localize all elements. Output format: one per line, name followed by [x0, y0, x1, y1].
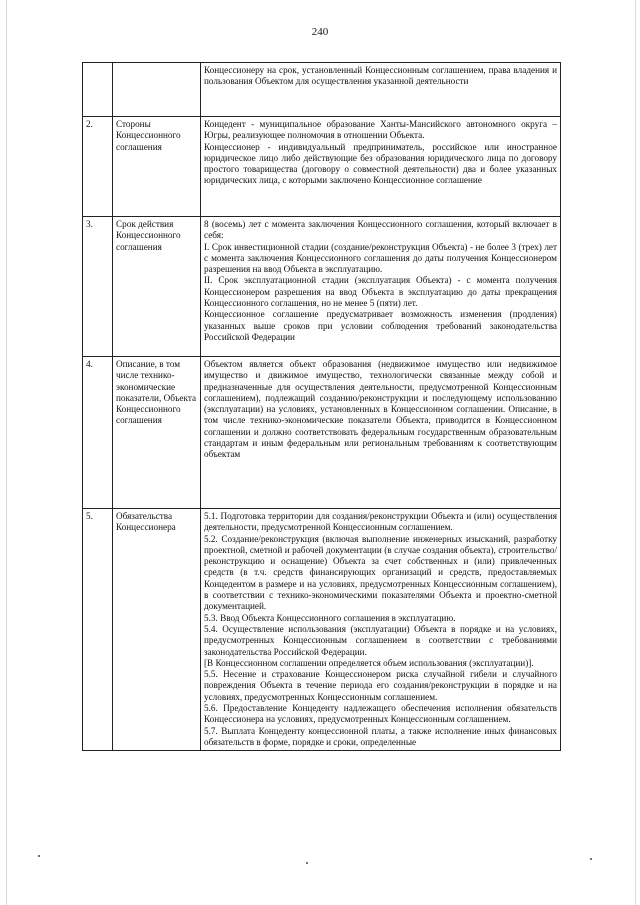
content-paragraph: Концессионер - индивидуальный предприниматель, российское или иностранное юридическое лицо либо действующие без образования юридического лица по договору простого товарищества (договору о совместной деятельности) два и более указанных юридических лица, с которыми заключено Концессионное соглашение: [204, 141, 557, 186]
scan-edge-right: [635, 0, 636, 905]
content-paragraph: [В Концессионном соглашении определяется объем использования (эксплуатации)].: [204, 657, 534, 668]
row-content: [201, 357, 561, 509]
content-paragraph: Концедент - муниципальное образование Ханты-Мансийского автономного округа – Югры, реализующее полномочия в отношении Объекта.: [204, 119, 557, 141]
row-content: [201, 63, 561, 117]
table-row: [83, 217, 561, 357]
content-paragraph: 5.3. Ввод Объекта Концессионного соглашения в эксплуатацию.: [204, 612, 456, 623]
row-label: Срок действия Концессионного соглашения: [113, 217, 201, 357]
scan-edge-left: [6, 0, 7, 905]
content-paragraph: 5.7. Выплата Концеденту концессионной платы, а также исполнение иных финансовых обязательств в форме, порядке и сроки, определенные: [204, 725, 557, 747]
content-paragraph: II. Срок эксплуатационной стадии (эксплуатация Объекта) - с момента получения Концессионером разрешения на ввод Объекта в эксплуатацию до даты прекращения Концессионного соглашения, но не менее 5 (пяти) лет.: [204, 275, 557, 309]
page-number: 240: [311, 26, 329, 38]
scan-dot: [38, 855, 40, 857]
content-paragraph: I. Срок инвестиционной стадии (создание/реконструкция Объекта) - не более 3 (трех) лет с момента заключения Концессионного соглашения до даты получения Концессионером разрешения на ввод Объекта в эксплуатацию.: [204, 241, 557, 275]
row-number: 5.: [83, 509, 113, 751]
row-label: Обязательства Концессионера: [113, 509, 201, 751]
row-content: [201, 217, 561, 357]
content-paragraph: Концессионное соглашение предусматривает возможность изменения (продления) указанных выше сроков при условии соблюдения требований законодательства Российской Федерации: [204, 309, 557, 342]
row-content: [201, 509, 561, 751]
table-row: [83, 509, 561, 751]
content-paragraph: 5.1. Подготовка территории для создания/реконструкции Объекта и (или) осуществления деятельности, предусмотренной Концессионным соглашением.: [204, 511, 557, 533]
scan-dot: [306, 862, 308, 864]
content-paragraph: 5.5. Несение и страхование Концессионером риска случайной гибели и случайного повреждения Объекта в течение периода его создания/реконструкции в порядке и на условиях, предусмотренных Концессионным соглашением.: [204, 669, 557, 702]
table-row: [83, 117, 561, 217]
table-row: [83, 63, 561, 117]
content-paragraph: Объектом является объект образования (недвижимое имущество или недвижимое имущество и движимое имущество, технологически связанные между собой и предназначенные для осуществления деятельности, предусмотренной Концессионным соглашением), подлежащий созданию/реконструкции и последующему использованию (эксплуатации) на условиях, установленных в Концессионном соглашении. Описание, в том числе технико-экономические показатели Объекта, приводится в Концессионном соглашении и должно соответствовать федеральным государственным образовательным стандартам и иным федеральным или региональным требованиям к соответствующим объектам: [204, 359, 557, 460]
content-paragraph: 5.4. Осуществление использования (эксплуатации) Объекта в порядке и на условиях, предусмотренных Концессионным соглашением в соответствии с требованиями законодательства Российской Федерации.: [204, 623, 557, 657]
concession-terms-table: [82, 62, 561, 751]
row-number: 3.: [83, 217, 113, 357]
table-row: [83, 357, 561, 509]
scan-dot: [590, 858, 592, 860]
row-number: 2.: [83, 117, 113, 217]
content-paragraph: Концессионеру на срок, установленный Концессионным соглашением, права владения и пользования Объектом для осуществления указанной деятельности: [204, 65, 557, 87]
content-paragraph: 5.2. Создание/реконструкция (включая выполнение инженерных изысканий, разработку проектной, сметной и рабочей документации (в случае создания объекта), строительство/реконструкцию и оснащение) Объекта за счет собственных и (или) привлеченных средств (в т.ч. средств финансирующих организаций и средств, предоставляемых Концедентом в размере и на условиях, предусмотренных Концессионным соглашением), в соответствии с технико-экономическими показателями Объекта и проектно-сметной документацией.: [204, 533, 557, 612]
row-label: [113, 63, 201, 117]
content-paragraph: 5.6. Предоставление Концеденту надлежащего обеспечения исполнения обязательств Концессионера на условиях, предусмотренных Концессионным соглашением.: [204, 703, 557, 725]
row-number: [83, 63, 113, 117]
row-content: [201, 117, 561, 217]
row-label: Стороны Концессионного соглашения: [113, 117, 201, 217]
row-label: Описание, в том числе технико-экономические показатели, Объекта Концессионного соглашения: [113, 357, 201, 509]
content-paragraph: 8 (восемь) лет с момента заключения Концессионного соглашения, который включает в себя:: [204, 219, 557, 241]
row-number: 4.: [83, 357, 113, 509]
